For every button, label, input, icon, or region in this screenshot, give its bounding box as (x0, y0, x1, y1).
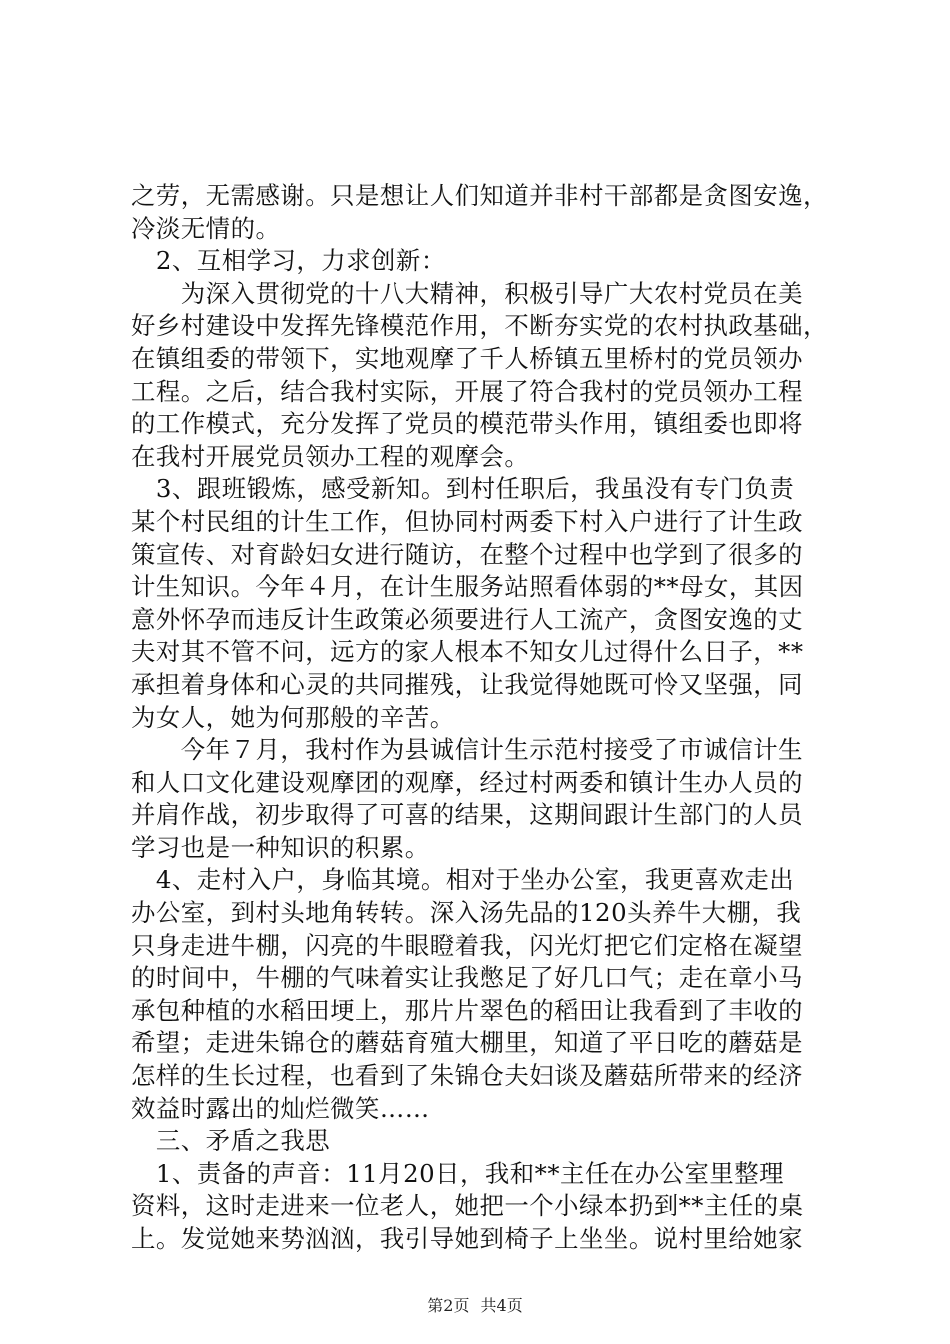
text-line: 夫对其不管不问，远方的家人根本不知女儿过得什么日子，** (131, 637, 804, 667)
text-line: 今年７月，我村作为县诚信计生示范村接受了市诚信计生 (131, 735, 804, 765)
text-line: 计生知识。今年４月，在计生服务站照看体弱的**母女，其因 (131, 572, 804, 602)
text-line: 在镇组委的带领下，实地观摩了千人桥镇五里桥村的党员领办 (131, 343, 804, 373)
text-line: 学习也是一种知识的积累。 (131, 832, 430, 862)
text-line: 工程。之后，结合我村实际，开展了符合我村的党员领办工程 (131, 376, 804, 406)
text-line: 2、互相学习，力求创新： (131, 246, 446, 276)
text-line: 和人口文化建设观摩团的观摩，经过村两委和镇计生办人员的 (131, 767, 804, 797)
text-line: 资料，这时走进来一位老人，她把一个小绿本扔到**主任的桌 (131, 1191, 804, 1221)
text-line: 办公室，到村头地角转转。深入汤先品的120头养牛大棚，我 (131, 898, 802, 928)
text-line: 的工作模式，充分发挥了党员的模范带头作用，镇组委也即将 (131, 409, 804, 439)
text-line: 上。发觉她来势汹汹，我引导她到椅子上坐坐。说村里给她家 (131, 1224, 804, 1253)
page-footer (0, 1296, 950, 1316)
text-line: 承包种植的水稻田埂上，那片片翠色的稻田让我看到了丰收的 (131, 995, 804, 1025)
text-line: 并肩作战，初步取得了可喜的结果，这期间跟计生部门的人员 (131, 800, 804, 830)
text-line: 在我村开展党员领办工程的观摩会。 (131, 441, 530, 471)
text-line: 为深入贯彻党的十八大精神，积极引导广大农村党员在美 (131, 278, 804, 308)
text-line: 好乡村建设中发挥先锋模范作用，不断夯实党的农村执政基础， (131, 311, 828, 341)
text-line: 为女人，她为何那般的辛苦。 (131, 702, 455, 732)
text-line: 策宣传、对育龄妇女进行随访，在整个过程中也学到了很多的 (131, 539, 804, 569)
text-line: 冷淡无情的。 (131, 213, 281, 243)
page-total: 共4页 (480, 1296, 523, 1315)
body-text (131, 180, 831, 1256)
text-line: 意外怀孕而违反计生政策必须要进行人工流产，贪图安逸的丈 (131, 604, 804, 634)
text-line: 希望；走进朱锦仓的蘑菇育殖大棚里，知道了平日吃的蘑菇是 (131, 1028, 804, 1058)
text-line: 的时间中，牛棚的气味着实让我憋足了好几口气；走在章小马 (131, 963, 804, 993)
text-line: 承担着身体和心灵的共同摧残，让我觉得她既可怜又坚强，同 (131, 669, 804, 699)
text-line: 怎样的生长过程，也看到了朱锦仓夫妇谈及蘑菇所带来的经济 (131, 1061, 804, 1091)
text-line: 只身走进牛棚，闪亮的牛眼瞪着我，闪光灯把它们定格在凝望 (131, 930, 804, 960)
text-line: 3、跟班锻炼，感受新知。到村任职后，我虽没有专门负责 (131, 474, 795, 504)
text-line: 之劳，无需感谢。只是想让人们知道并非村干部都是贪图安逸， (131, 181, 828, 210)
text-line: 某个村民组的计生工作，但协同村两委下村入户进行了计生政 (131, 506, 804, 536)
text-line: 1、责备的声音：11月20日，我和**主任在办公室里整理 (131, 1158, 785, 1188)
text-line: 4、走村入户，身临其境。相对于坐办公室，我更喜欢走出 (131, 865, 795, 895)
text-line: 效益时露出的灿烂微笑…… (131, 1093, 430, 1123)
text-line: 三、矛盾之我思 (131, 1126, 331, 1156)
page-number: 第2页 (427, 1296, 470, 1315)
